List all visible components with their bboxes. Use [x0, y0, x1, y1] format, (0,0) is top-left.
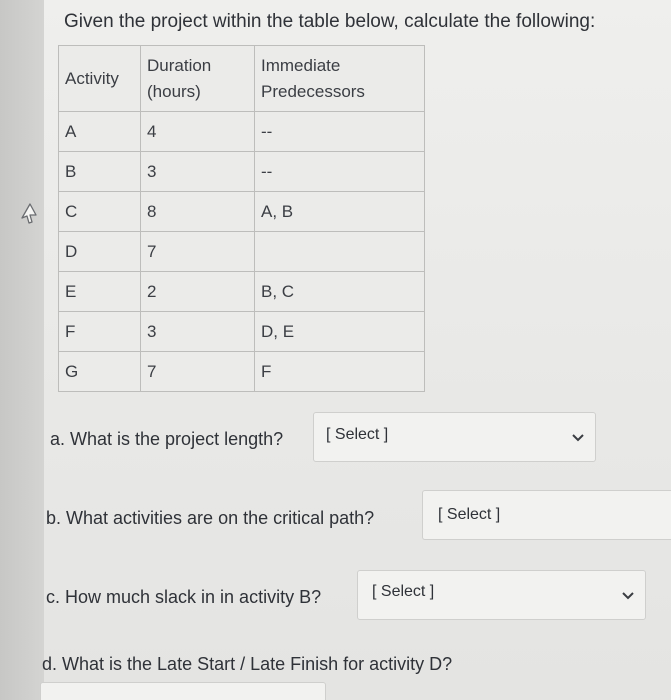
cell-predecessors: D, E: [255, 312, 425, 352]
chevron-down-icon: [620, 591, 636, 601]
cell-duration: 3: [141, 152, 255, 192]
header-predecessors: Immediate Predecessors: [255, 46, 425, 112]
cell-duration: 7: [141, 352, 255, 392]
project-length-select-label: [ Select ]: [326, 426, 389, 443]
late-start-finish-select[interactable]: [40, 682, 326, 700]
table-header-row: [59, 46, 425, 112]
table-row: [59, 352, 425, 392]
cell-activity: D: [59, 232, 141, 272]
chevron-down-icon: [570, 433, 586, 443]
cell-predecessors: [255, 232, 425, 272]
cell-activity: B: [59, 152, 141, 192]
table-row: [59, 272, 425, 312]
question-a-text: a. What is the project length?: [50, 429, 284, 449]
question-c-text: c. How much slack in in activity B?: [46, 587, 322, 607]
cell-predecessors: --: [255, 152, 425, 192]
question-b-text: b. What activities are on the critical path?: [46, 508, 375, 528]
project-table: [58, 45, 425, 392]
question-prompt: Given the project within the table below, calculate the following:: [64, 11, 596, 32]
cell-duration: 8: [141, 192, 255, 232]
cell-activity: G: [59, 352, 141, 392]
critical-path-select-label: [ Select ]: [438, 506, 501, 523]
table-row: [59, 312, 425, 352]
cell-duration: 4: [141, 112, 255, 152]
cell-predecessors: A, B: [255, 192, 425, 232]
cell-activity: F: [59, 312, 141, 352]
cell-activity: C: [59, 192, 141, 232]
header-activity: Activity: [59, 46, 141, 112]
cell-duration: 7: [141, 232, 255, 272]
table-row: [59, 192, 425, 232]
slack-select-label: [ Select ]: [372, 583, 435, 600]
question-d-text: d. What is the Late Start / Late Finish for activity D?: [42, 654, 453, 674]
cell-predecessors: --: [255, 112, 425, 152]
table-row: [59, 112, 425, 152]
cell-duration: 2: [141, 272, 255, 312]
cell-duration: 3: [141, 312, 255, 352]
table-row: [59, 232, 425, 272]
cell-activity: A: [59, 112, 141, 152]
mouse-pointer-icon: [18, 200, 40, 226]
cell-activity: E: [59, 272, 141, 312]
header-duration: Duration (hours): [141, 46, 255, 112]
cell-predecessors: F: [255, 352, 425, 392]
table-row: [59, 152, 425, 192]
cell-predecessors: B, C: [255, 272, 425, 312]
left-margin: [0, 0, 44, 700]
